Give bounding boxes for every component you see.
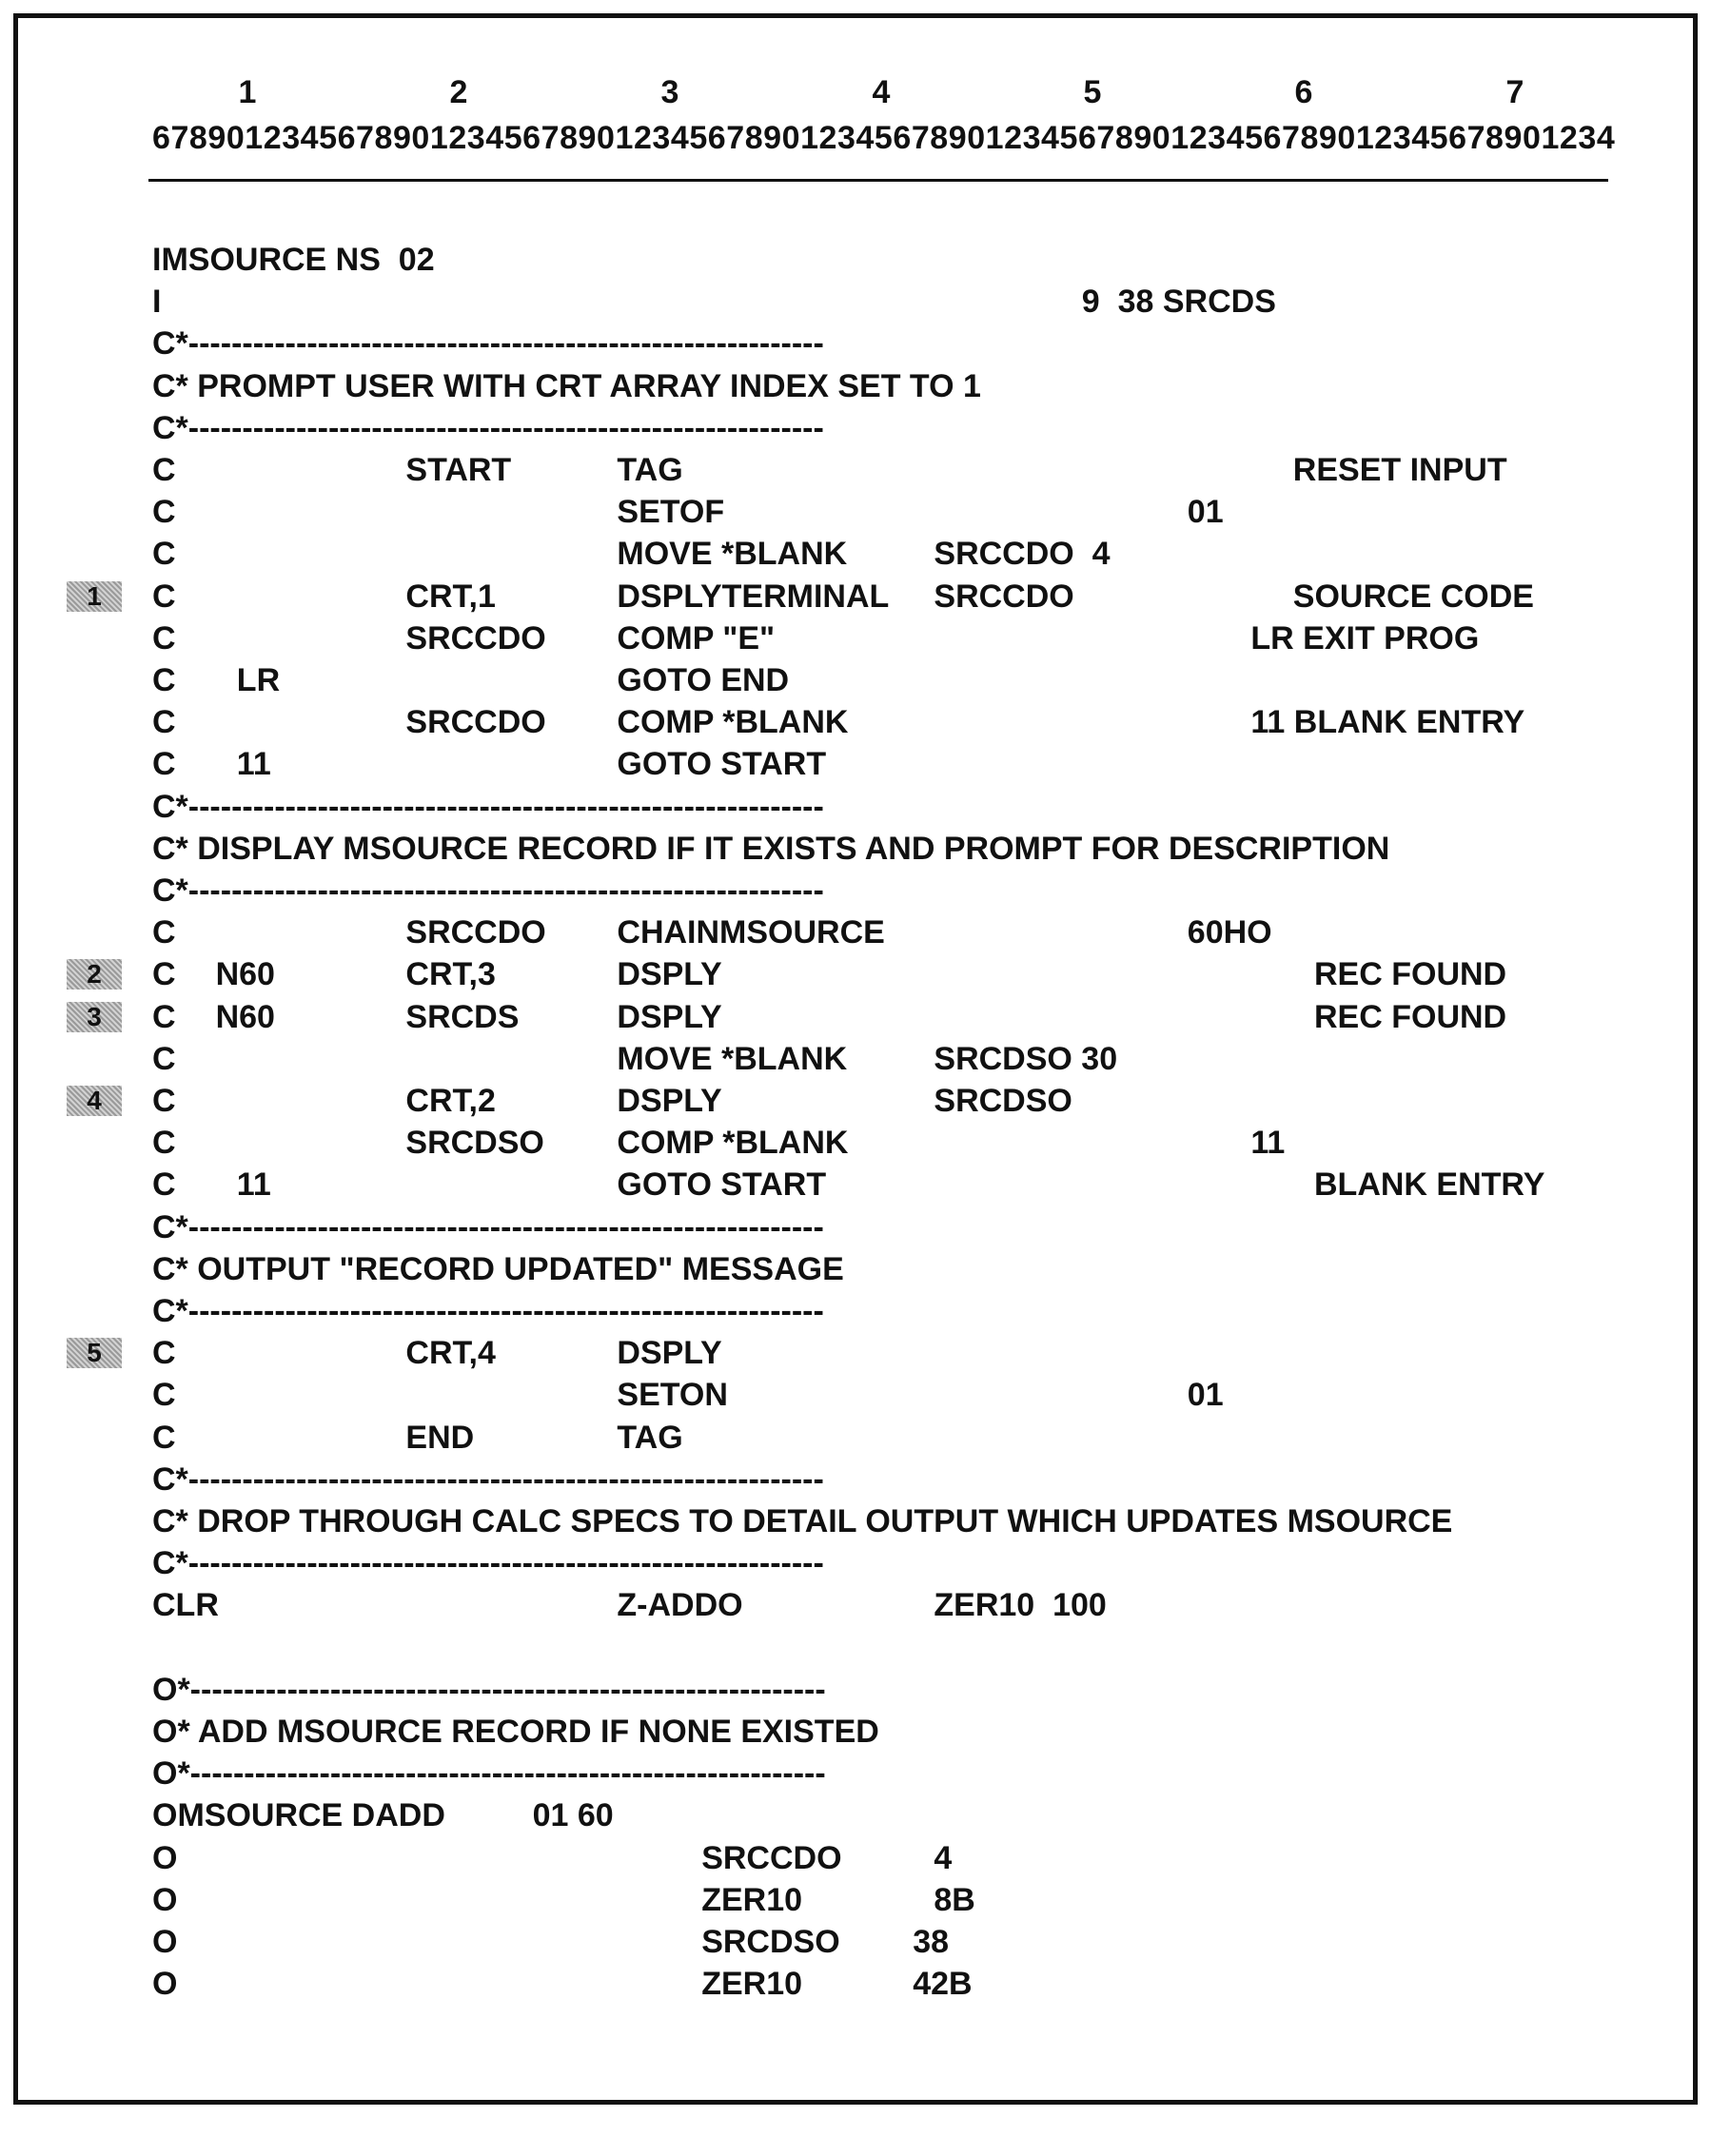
code-token: O*----------------------------------------------------------- (152, 1755, 826, 1793)
reference-marker: 2 (67, 959, 122, 990)
code-token: C (152, 1125, 176, 1162)
code-token: SOURCE CODE (1292, 578, 1534, 615)
ruler-tens-label: 4 (872, 74, 891, 110)
code-token: DSPLYTERMINAL (617, 578, 890, 615)
code-token: 42B (913, 1966, 973, 2003)
code-token: C (152, 1166, 176, 1204)
code-token: COMP *BLANK (617, 1125, 849, 1162)
code-token: C*----------------------------------------------------------- (152, 1460, 824, 1498)
code-token: C*----------------------------------------------------------- (152, 1208, 824, 1245)
code-token: CHAINMSOURCE (617, 914, 885, 951)
column-ruler-digits: 6789012345678901234567890123456789012345678901234567890123456789012345678901234 (152, 120, 1616, 156)
code-token: ZER10 (701, 1881, 803, 1918)
code-token: O (152, 1881, 178, 1918)
code-token: 60HO (1187, 914, 1272, 951)
code-token: 8B (934, 1881, 975, 1918)
code-token: 11 (236, 1166, 271, 1204)
code-token: 11 (1250, 1125, 1286, 1162)
code-token: CRT,2 (405, 1083, 496, 1119)
code-token: 01 60 (532, 1797, 614, 1834)
code-token: SRCDSO 30 (934, 1040, 1118, 1077)
ruler-tens-label: 3 (660, 74, 679, 110)
code-token: N60 (215, 956, 275, 993)
code-token: REC FOUND (1314, 956, 1507, 993)
code-token: O* ADD MSOURCE RECORD IF NONE EXISTED (152, 1714, 879, 1750)
ruler-tens-label: 1 (238, 74, 257, 110)
code-token: I (152, 284, 162, 321)
code-token: C (152, 1335, 176, 1372)
code-token: LR (236, 662, 281, 698)
code-token: C (152, 746, 176, 783)
code-token: COMP *BLANK (617, 704, 849, 741)
code-token: C (152, 494, 176, 531)
code-token: BLANK ENTRY (1314, 1166, 1545, 1204)
code-token: TAG (617, 1419, 683, 1456)
code-token: SRCCDO (405, 704, 546, 741)
ruler-tens-label: 5 (1083, 74, 1102, 110)
code-token: 01 (1187, 494, 1224, 531)
code-token: DSPLY (617, 998, 722, 1035)
code-token: GOTO START (617, 1166, 827, 1204)
code-token: 9 38 SRCDS (1081, 284, 1276, 321)
code-token: SETOF (617, 494, 725, 531)
code-token: C (152, 1083, 176, 1119)
code-token: IMSOURCE NS 02 (152, 242, 435, 278)
code-token: 11 (236, 746, 271, 783)
code-token: 11 BLANK ENTRY (1250, 704, 1525, 741)
code-token: MOVE *BLANK (617, 1040, 848, 1077)
code-token: O*----------------------------------------------------------- (152, 1671, 826, 1708)
code-token: C*----------------------------------------------------------- (152, 1293, 824, 1329)
code-token: DSPLY (617, 956, 722, 993)
code-token: SRCDS (405, 998, 520, 1035)
code-token: CLR (152, 1587, 219, 1624)
code-token: ZER10 100 (934, 1587, 1107, 1624)
ruler-tens-label: 2 (449, 74, 468, 110)
code-token: O (152, 1924, 178, 1960)
code-token: SRCDSO (934, 1083, 1072, 1119)
code-token: END (405, 1419, 475, 1456)
ruler-tens-label: 7 (1505, 74, 1524, 110)
code-token: MOVE *BLANK (617, 536, 848, 573)
code-token: CRT,1 (405, 578, 496, 615)
code-token: C*----------------------------------------------------------- (152, 788, 824, 825)
code-token: C (152, 1377, 176, 1414)
code-token: LR EXIT PROG (1250, 619, 1480, 657)
code-token: ZER10 (701, 1966, 803, 2003)
code-token: TAG (617, 452, 683, 488)
code-token: COMP "E" (617, 619, 776, 657)
code-token: 01 (1187, 1377, 1224, 1414)
code-token: DSPLY (617, 1335, 722, 1372)
code-token: C*----------------------------------------------------------- (152, 325, 824, 363)
code-token: C (152, 956, 176, 993)
code-token: C (152, 1040, 176, 1077)
code-token: C* DROP THROUGH CALC SPECS TO DETAIL OUTPUT WHICH UPDATES MSOURCE (152, 1503, 1453, 1539)
code-token: C (152, 578, 176, 615)
reference-marker: 3 (67, 1002, 122, 1032)
code-token: C (152, 998, 176, 1035)
reference-marker: 5 (67, 1338, 122, 1368)
code-token: N60 (215, 998, 275, 1035)
reference-marker: 1 (67, 581, 122, 612)
ruler-tens-label: 6 (1294, 74, 1313, 110)
code-token: 4 (934, 1839, 953, 1876)
code-token: GOTO END (617, 662, 790, 698)
code-token: RESET INPUT (1292, 452, 1507, 488)
code-token: SETON (617, 1377, 728, 1414)
code-token: C (152, 704, 176, 741)
code-token: C*----------------------------------------------------------- (152, 409, 824, 446)
code-token: CRT,3 (405, 956, 496, 993)
code-token: C*----------------------------------------------------------- (152, 1545, 824, 1582)
code-token: 38 (913, 1924, 950, 1960)
code-token: Z-ADDO (617, 1587, 743, 1624)
code-token: SRCDSO (405, 1125, 544, 1162)
code-token: C (152, 1419, 176, 1456)
code-token: SRCDSO (701, 1924, 840, 1960)
code-token: O (152, 1966, 178, 2003)
code-token: REC FOUND (1314, 998, 1507, 1035)
code-token: C (152, 452, 176, 488)
code-token: SRCCDO (701, 1839, 842, 1876)
code-token: C (152, 914, 176, 951)
code-token: C* OUTPUT "RECORD UPDATED" MESSAGE (152, 1250, 844, 1287)
code-token: C (152, 662, 176, 698)
code-token: O (152, 1839, 178, 1876)
code-token: SRCCDO (934, 578, 1074, 615)
code-token: C (152, 536, 176, 573)
code-token: DSPLY (617, 1083, 722, 1119)
code-token: SRCCDO 4 (934, 536, 1111, 573)
code-token: SRCCDO (405, 619, 546, 657)
code-token: C*----------------------------------------------------------- (152, 872, 824, 909)
code-token: GOTO START (617, 746, 827, 783)
code-token: C (152, 619, 176, 657)
code-token: START (405, 452, 512, 488)
code-token: C* PROMPT USER WITH CRT ARRAY INDEX SET TO 1 (152, 367, 981, 404)
code-token: SRCCDO (405, 914, 546, 951)
code-token: OMSOURCE DADD (152, 1797, 445, 1834)
reference-marker: 4 (67, 1086, 122, 1116)
code-token: C* DISPLAY MSOURCE RECORD IF IT EXISTS AND PROMPT FOR DESCRIPTION (152, 830, 1390, 867)
code-token: CRT,4 (405, 1335, 496, 1372)
